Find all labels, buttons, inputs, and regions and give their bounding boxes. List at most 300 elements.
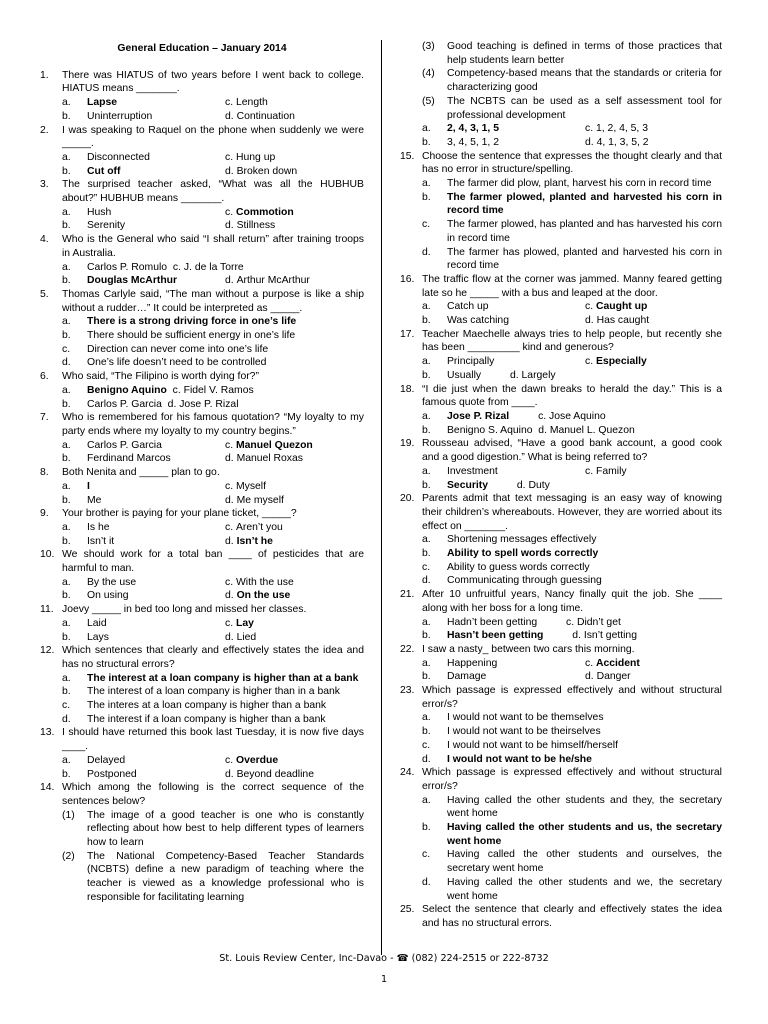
option-text: Was catching — [447, 315, 509, 327]
option-cell — [422, 314, 585, 328]
option-letter: d. — [225, 768, 234, 780]
option-cell — [225, 535, 273, 549]
option-text: Isn’t he — [236, 535, 273, 547]
option-row — [40, 206, 364, 220]
question-stem — [400, 150, 722, 177]
option-row — [40, 768, 364, 782]
option-letter: d. — [225, 220, 234, 232]
question-text: Who is remembered for his famous quotation? “My loyalty to my party ends where my loyalty to my country begins.” — [62, 412, 364, 437]
option-cell — [422, 355, 585, 369]
option-text: c. Jose Aquino — [538, 410, 606, 422]
option-letter: a. — [422, 465, 431, 477]
sequence-item — [40, 809, 364, 850]
option-row — [40, 96, 364, 110]
option-cell — [62, 754, 225, 768]
option-row — [40, 329, 364, 343]
option-text: Isn’t it — [87, 535, 115, 547]
question-number: 11. — [40, 604, 54, 616]
option-row — [40, 685, 364, 699]
question-text: We should work for a total ban ____ of pesticides that are harmful to man. — [62, 549, 364, 575]
question-number: 17. — [400, 328, 415, 340]
option-cell — [225, 494, 284, 508]
question-number: 22. — [400, 643, 415, 655]
option-text: Having called the other students and they, the secretary went home — [447, 794, 722, 820]
option-text: 1, 2, 4, 5, 3 — [595, 123, 648, 135]
option-text: Manuel Quezon — [235, 439, 313, 451]
option-text: Continuation — [236, 110, 295, 122]
sequence-number: (5) — [422, 95, 435, 107]
option-cell — [225, 206, 294, 220]
option-row — [40, 165, 364, 179]
question-number: 20. — [400, 493, 415, 505]
question-text: Which passage is expressed effectively and without structural error/s? — [422, 767, 722, 792]
option-row — [400, 561, 722, 575]
question-number: 21. — [400, 589, 415, 601]
option-text: I would not want to be themselves — [447, 712, 604, 724]
option-row — [400, 629, 722, 643]
option-text: Length — [235, 97, 268, 109]
option-row — [400, 739, 722, 753]
option-row — [40, 356, 364, 370]
option-letter: a. — [422, 534, 431, 546]
question-text: Your brother is paying for your plane ticket, _____? — [62, 508, 297, 520]
option-cell — [62, 576, 225, 590]
option-letter: c. — [225, 521, 234, 533]
option-text: Security — [447, 479, 489, 491]
option-row — [40, 589, 364, 603]
option-text: Me — [87, 494, 102, 506]
option-cell — [422, 465, 585, 479]
option-letter: c. — [585, 123, 594, 135]
option-text: Stillness — [236, 220, 276, 232]
option-letter: d. — [225, 590, 234, 602]
option-letter: a. — [422, 410, 431, 422]
option-cell — [225, 631, 256, 645]
option-text: Danger — [596, 671, 631, 683]
option-letter: c. — [225, 480, 234, 492]
question-number: 9. — [40, 508, 49, 520]
option-row — [40, 452, 364, 466]
option-letter: a. — [62, 151, 71, 163]
option-cell — [225, 96, 268, 110]
option-row — [40, 151, 364, 165]
option-letter: d. — [225, 275, 234, 287]
option-row — [400, 191, 722, 218]
question-text: Rousseau advised, “Have a good bank account, a good cook and a good digestion.” What is being referred to? — [422, 438, 722, 464]
option-text: Accident — [595, 657, 640, 669]
option-letter: c. — [225, 151, 234, 163]
option-letter: a. — [62, 439, 71, 451]
question-number: 25. — [400, 904, 415, 916]
option-letter: b. — [422, 191, 431, 203]
question-number: 2. — [40, 124, 49, 136]
option-letter: c. — [225, 206, 234, 218]
option-row — [400, 876, 722, 903]
column-divider — [381, 40, 382, 955]
option-text: Carlos P. Garcia — [87, 439, 162, 451]
option-letter: b. — [422, 315, 431, 327]
sequence-number: (3) — [422, 41, 435, 52]
question-number: 15. — [400, 150, 415, 162]
sequence-item — [400, 67, 722, 94]
option-row — [400, 300, 722, 314]
question-stem — [400, 328, 722, 355]
option-text: Carlos P. Garcia — [87, 398, 162, 410]
option-text: Usually — [447, 369, 482, 381]
option-cell — [585, 355, 647, 369]
option-letter: b. — [62, 398, 71, 410]
question-number: 19. — [400, 438, 415, 450]
option-text: Happening — [447, 657, 498, 669]
option-letter: a. — [62, 261, 71, 273]
question-number: 1. — [40, 69, 49, 81]
option-letter: b. — [62, 275, 71, 287]
option-letter: a. — [422, 123, 431, 135]
option-letter: c. — [422, 849, 431, 861]
option-letter: c. — [585, 465, 594, 477]
question-text: Select the sentence that clearly and effectively states the idea and has no structural errors. — [422, 904, 722, 929]
option-letter: a. — [62, 617, 71, 629]
question-number: 13. — [40, 727, 55, 739]
option-text: The farmer has plowed, planted and harvested his corn in record time — [447, 246, 722, 272]
sequence-text: Competency-based means that the standards or criteria for characterizing good — [447, 68, 722, 94]
question-stem — [40, 644, 364, 671]
question-stem — [40, 288, 364, 315]
sequence-number: (2) — [62, 850, 75, 862]
option-text: Has caught — [596, 315, 650, 327]
option-letter: c. — [225, 754, 234, 766]
page-number: 1 — [380, 974, 388, 985]
option-letter: b. — [422, 136, 431, 148]
option-text: The farmer did plow, plant, harvest his corn in record time — [447, 178, 712, 190]
question-stem — [40, 69, 364, 96]
option-cell — [225, 274, 310, 288]
option-text: Uninterruption — [87, 110, 153, 122]
option-letter: d. — [225, 494, 234, 506]
question-stem — [40, 507, 364, 521]
option-text: On using — [87, 590, 129, 602]
option-text: Caught up — [595, 301, 648, 313]
question-number: 23. — [400, 685, 415, 697]
option-row — [400, 821, 722, 848]
option-text: One’s life doesn’t need to be controlled — [87, 357, 267, 369]
option-letter: a. — [422, 178, 431, 190]
option-letter: c. — [585, 657, 594, 669]
option-text: d. Duty — [516, 479, 550, 491]
option-text: 2, 4, 3, 1, 5 — [447, 123, 499, 135]
option-text: Arthur McArthur — [236, 275, 310, 287]
sequence-item — [40, 850, 364, 905]
option-row — [400, 314, 722, 328]
option-letter: c. — [225, 439, 234, 451]
option-row — [40, 521, 364, 535]
page-title: General Education – January 2014 — [117, 43, 287, 54]
option-cell — [62, 452, 225, 466]
option-letter: c. — [422, 739, 431, 751]
option-cell — [585, 314, 649, 328]
option-text: Having called the other students and ourselves, the secretary went home — [447, 849, 722, 875]
question-text: There was HIATUS of two years before I went back to college. HIATUS means _______. — [62, 69, 364, 95]
option-row — [40, 398, 364, 412]
question-number: 7. — [40, 412, 49, 424]
option-cell — [225, 617, 254, 631]
option-text: Laid — [87, 617, 107, 629]
option-row — [400, 533, 722, 547]
sequence-item — [400, 95, 722, 122]
option-text: d. Manuel L. Quezon — [538, 424, 635, 436]
question-text: I was speaking to Raquel on the phone when suddenly we were _____. — [62, 124, 364, 150]
option-row — [40, 274, 364, 288]
question-stem — [400, 588, 722, 615]
option-row — [400, 355, 722, 369]
option-text: Douglas McArthur — [87, 275, 178, 287]
option-text: Having called the other students and us, the secretary went home — [447, 822, 722, 847]
option-letter: d. — [225, 631, 234, 643]
option-cell — [62, 480, 225, 494]
option-letter: c. — [585, 356, 594, 368]
option-row — [40, 494, 364, 508]
question-stem — [400, 643, 722, 657]
option-row — [40, 699, 364, 713]
option-row — [400, 424, 722, 438]
option-text: Broken down — [236, 165, 298, 177]
option-cell — [585, 657, 640, 671]
option-row — [400, 177, 722, 191]
question-stem — [40, 124, 364, 151]
option-text: By the use — [87, 576, 137, 588]
option-cell — [62, 768, 225, 782]
question-stem — [40, 603, 364, 617]
option-text: The farmer plowed, has planted and has harvested his corn in record time — [447, 219, 722, 244]
option-letter: b. — [62, 631, 71, 643]
option-letter: a. — [62, 206, 71, 218]
question-stem — [400, 437, 722, 464]
option-text: Delayed — [87, 754, 126, 766]
option-cell — [225, 219, 275, 233]
question-stem — [40, 726, 364, 753]
question-stem — [400, 684, 722, 711]
option-text: The interest at a loan company is higher than at a bank — [87, 672, 359, 684]
option-row — [40, 480, 364, 494]
option-text: Ability to guess words correctly — [447, 561, 590, 573]
option-letter: c. — [225, 617, 234, 629]
option-letter: d. — [585, 671, 594, 683]
option-cell — [585, 300, 647, 314]
question-text: Which sentences that clearly and effectively states the idea and has no structural errors? — [62, 645, 364, 670]
question-text: Joevy _____ in bed too long and missed her classes. — [62, 604, 307, 616]
option-text: d. Largely — [509, 369, 556, 381]
right-questions — [400, 40, 722, 931]
option-cell — [585, 465, 627, 479]
option-text: Is he — [87, 521, 110, 533]
option-text: d. Isn’t getting — [572, 630, 637, 642]
option-text: Hadn’t been getting — [447, 616, 538, 628]
option-letter: a. — [422, 301, 431, 313]
option-cell — [62, 589, 225, 603]
option-text: Benigno Aquino — [87, 384, 167, 396]
option-row — [40, 631, 364, 645]
option-cell — [225, 754, 278, 768]
sequence-number: (1) — [62, 809, 75, 821]
option-text: Hush — [87, 206, 112, 218]
option-text: 3, 4, 5, 1, 2 — [447, 136, 499, 148]
option-row — [400, 657, 722, 671]
question-stem — [40, 370, 364, 384]
question-text: The traffic flow at the corner was jammed. Manny feared getting late so he _____ with a bus and leaped at the door. — [422, 273, 722, 299]
question-number: 8. — [40, 467, 49, 479]
option-text: Commotion — [235, 206, 294, 218]
option-text: Manuel Roxas — [236, 453, 303, 465]
question-stem — [40, 781, 364, 808]
option-letter: b. — [62, 330, 71, 342]
option-text: The farmer plowed, planted and harvested his corn in record time — [447, 191, 722, 217]
option-letter: c. — [62, 700, 71, 712]
option-cell — [62, 617, 225, 631]
option-cell — [225, 576, 294, 590]
question-number: 5. — [40, 288, 49, 300]
option-letter: b. — [422, 726, 431, 738]
option-text: There is a strong driving force in one’s life — [87, 316, 297, 328]
option-text: Especially — [595, 356, 647, 368]
option-row — [400, 794, 722, 821]
option-text: Aren’t you — [235, 521, 283, 533]
option-row — [40, 439, 364, 453]
option-text: Postponed — [87, 768, 137, 780]
option-letter: d. — [585, 315, 594, 327]
question-number: 14. — [40, 782, 55, 794]
option-text: Ferdinand Marcos — [87, 453, 171, 465]
question-text: Teacher Maechelle always tries to help people, but recently she has been _________ kind and generous? — [422, 328, 722, 354]
option-text: Ability to spell words correctly — [447, 548, 599, 560]
option-row — [400, 616, 722, 630]
question-stem — [40, 411, 364, 438]
option-cell — [585, 670, 631, 684]
footer-text: St. Louis Review Center, Inc-Davao - ☎ (082) 224-2515 or 222-8732 — [219, 953, 549, 964]
option-row — [40, 754, 364, 768]
option-letter: a. — [62, 384, 71, 396]
option-cell — [225, 452, 303, 466]
option-cell — [62, 110, 225, 124]
question-text: Thomas Carlyle said, “The man without a purpose is like a ship without a rudder…” It could be interpreted as _____. — [62, 288, 364, 314]
option-cell — [62, 494, 225, 508]
left-column — [40, 40, 364, 905]
left-questions — [40, 69, 364, 905]
option-letter: b. — [62, 220, 71, 232]
option-text: I would not want to be he/she — [447, 753, 592, 765]
option-letter: b. — [62, 453, 71, 465]
option-row — [40, 219, 364, 233]
option-cell — [225, 768, 314, 782]
option-text: Hung up — [235, 151, 276, 163]
option-cell — [422, 136, 585, 150]
option-letter: d. — [225, 110, 234, 122]
question-text: Choose the sentence that expresses the thought clearly and that has no error in structure/spelling. — [422, 150, 722, 176]
option-row — [40, 713, 364, 727]
option-letter: d. — [62, 713, 71, 725]
option-letter: a. — [62, 672, 71, 684]
option-cell — [62, 96, 225, 110]
option-letter: d. — [422, 575, 431, 587]
option-row — [40, 110, 364, 124]
option-cell — [422, 122, 585, 136]
option-text: Benigno S. Aquino — [447, 424, 533, 436]
option-text: I would not want to be theirselves — [447, 726, 601, 738]
option-row — [40, 672, 364, 686]
option-text: I — [87, 480, 90, 492]
option-row — [40, 261, 364, 275]
sequence-text: Good teaching is defined in terms of those practices that help students learn better — [447, 41, 722, 66]
option-text: Damage — [447, 671, 487, 683]
option-row — [400, 670, 722, 684]
option-letter: b. — [422, 671, 431, 683]
question-text: I should have returned this book last Tuesday, it is now five days ____. — [62, 727, 364, 753]
option-text: The interest if a loan company is higher than a bank — [87, 713, 326, 725]
option-row — [40, 343, 364, 357]
sequence-number: (4) — [422, 68, 435, 80]
option-text: Catch up — [447, 301, 489, 313]
question-number: 6. — [40, 371, 49, 383]
option-row — [400, 218, 722, 245]
option-letter: d. — [62, 357, 71, 369]
option-row — [400, 753, 722, 767]
option-row — [400, 725, 722, 739]
question-number: 10. — [40, 549, 55, 561]
option-row — [400, 465, 722, 479]
option-letter: b. — [422, 369, 431, 381]
option-text: Direction can never come into one’s life — [87, 343, 269, 355]
question-text: Both Nenita and _____ plan to go. — [62, 467, 220, 479]
option-row — [400, 848, 722, 875]
question-text: I saw a nasty_ between two cars this morning. — [422, 643, 635, 655]
question-number: 3. — [40, 179, 49, 191]
question-number: 12. — [40, 645, 55, 657]
option-letter: d. — [225, 453, 234, 465]
option-text: Investment — [447, 465, 498, 477]
option-letter: d. — [422, 246, 431, 258]
option-letter: b. — [62, 686, 71, 698]
option-letter: c. — [62, 343, 71, 355]
option-letter: a. — [62, 754, 71, 766]
option-letter: a. — [62, 521, 71, 533]
option-cell — [225, 165, 297, 179]
option-text: 4, 1, 3, 5, 2 — [596, 136, 649, 148]
footer — [0, 953, 768, 964]
question-text: Who said, “The Filipino is worth dying for?” — [62, 371, 259, 383]
option-letter: a. — [422, 712, 431, 724]
question-text: Who is the General who said “I shall return” after training troops in Australia. — [62, 234, 364, 259]
option-text: Carlos P. Romulo — [87, 261, 168, 273]
option-cell — [62, 206, 225, 220]
option-letter: b. — [422, 630, 431, 642]
question-stem — [40, 548, 364, 575]
option-cell — [62, 521, 225, 535]
question-number: 18. — [400, 383, 415, 395]
option-text: c. J. de la Torre — [172, 261, 244, 273]
option-text: Beyond deadline — [236, 768, 314, 780]
option-text: c. Didn’t get — [566, 616, 621, 628]
option-text: Communicating through guessing — [447, 575, 602, 587]
option-letter: a. — [62, 576, 71, 588]
option-text: Me myself — [236, 494, 284, 506]
option-row — [400, 711, 722, 725]
option-text: Cut off — [87, 165, 121, 177]
option-letter: b. — [62, 165, 71, 177]
option-row — [40, 617, 364, 631]
question-text: After 10 unfruitful years, Nancy finally quit the job. She ____ along with her boss for a long time. — [422, 589, 722, 614]
option-cell — [422, 670, 585, 684]
option-text: c. Fidel V. Ramos — [172, 384, 254, 396]
option-row — [40, 576, 364, 590]
